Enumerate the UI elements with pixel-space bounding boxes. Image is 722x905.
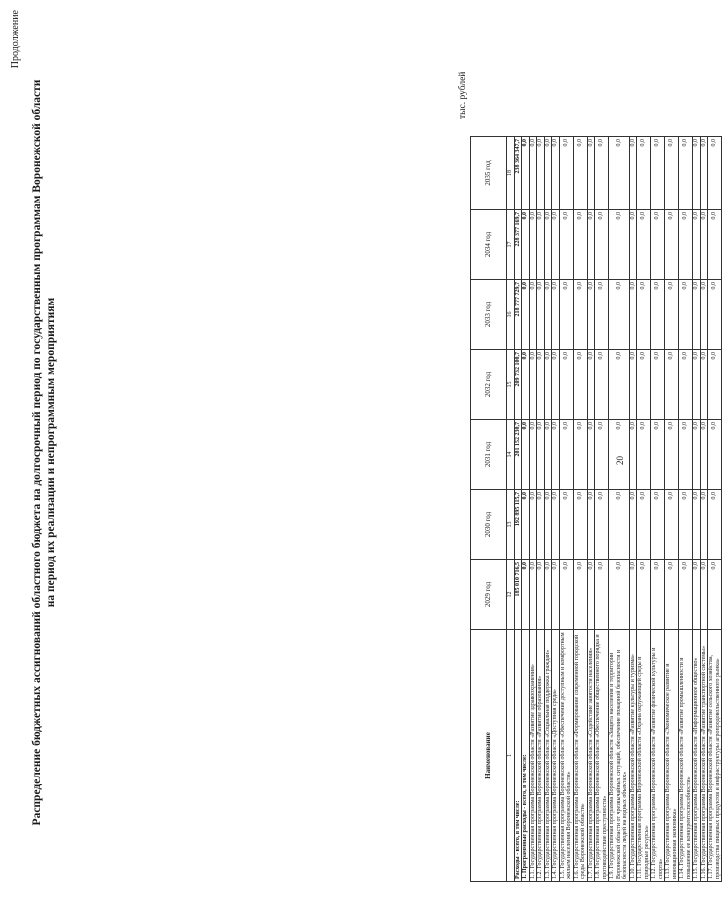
row-value: 0,0 <box>629 350 637 420</box>
column-number: 14 <box>507 420 515 490</box>
row-value: 238 364 347,7 <box>514 137 522 210</box>
table-row <box>529 137 537 882</box>
row-value: 0,0 <box>529 490 537 560</box>
budget-table <box>470 136 722 882</box>
column-number-row <box>507 137 515 882</box>
table-row <box>708 137 722 882</box>
row-value: 0,0 <box>573 420 587 490</box>
row-value: 0,0 <box>537 490 545 560</box>
table-row <box>637 137 651 882</box>
row-value: 0,0 <box>693 560 701 630</box>
row-value: 0,0 <box>651 560 665 630</box>
row-value: 0,0 <box>595 280 609 350</box>
row-value: 0,0 <box>595 420 609 490</box>
row-value: 0,0 <box>637 280 651 350</box>
row-value: 0,0 <box>609 490 630 560</box>
row-value: 0,0 <box>708 137 722 210</box>
column-header: 2032 год <box>471 350 507 420</box>
row-value: 0,0 <box>595 137 609 210</box>
row-value: 0,0 <box>587 350 595 420</box>
page-number: 20 <box>615 456 625 465</box>
row-value: 0,0 <box>573 210 587 280</box>
row-value: 0,0 <box>651 490 665 560</box>
row-name: 1.4. Государственная программа Воронежской области «Доступная среда» <box>552 630 560 882</box>
table-row <box>595 137 609 882</box>
row-value: 0,0 <box>529 137 537 210</box>
row-value: 0,0 <box>693 490 701 560</box>
row-value: 0,0 <box>665 137 679 210</box>
row-value: 0,0 <box>700 137 708 210</box>
row-value: 0,0 <box>522 420 530 490</box>
table-row <box>609 137 630 882</box>
row-value: 0,0 <box>522 490 530 560</box>
table-row <box>679 137 693 882</box>
row-value: 0,0 <box>679 210 693 280</box>
row-value: 209 732 100,7 <box>514 350 522 420</box>
row-name: 1.14. Государственная программа Воронежской области «Развитие промышленности и повышение ее конкурентоспособности» <box>679 630 693 882</box>
table-row <box>514 137 522 882</box>
row-name: 1.12. Государственная программа Воронежской области «Развитие физической культуры и спорта» <box>651 630 665 882</box>
row-value: 185 010 716,5 <box>514 560 522 630</box>
table-row <box>559 137 573 882</box>
row-value: 0,0 <box>552 350 560 420</box>
title-line: Распределение бюджетных ассигнований областного бюджета на долгосрочный период по государственным программам Воронежской области <box>31 79 43 826</box>
row-value: 0,0 <box>651 137 665 210</box>
row-value: 0,0 <box>537 280 545 350</box>
column-number: 17 <box>507 210 515 280</box>
row-value: 0,0 <box>595 210 609 280</box>
row-name: 1.7. Государственная программа Воронежской области «Содействие занятости населения» <box>587 630 595 882</box>
row-value: 0,0 <box>629 210 637 280</box>
row-value: 0,0 <box>587 490 595 560</box>
row-value: 0,0 <box>544 350 552 420</box>
row-value: 201 152 230,7 <box>514 420 522 490</box>
column-header: 2034 год <box>471 210 507 280</box>
row-value: 0,0 <box>559 137 573 210</box>
row-value: 0,0 <box>609 210 630 280</box>
row-value: 0,0 <box>573 490 587 560</box>
row-value: 0,0 <box>537 420 545 490</box>
document-title <box>30 0 58 905</box>
row-value: 0,0 <box>700 420 708 490</box>
row-value: 0,0 <box>693 210 701 280</box>
row-value: 0,0 <box>708 420 722 490</box>
row-value: 0,0 <box>693 420 701 490</box>
row-value: 0,0 <box>529 210 537 280</box>
row-value: 0,0 <box>629 137 637 210</box>
row-value: 0,0 <box>552 560 560 630</box>
row-value: 0,0 <box>559 210 573 280</box>
row-value: 0,0 <box>573 350 587 420</box>
row-value: 0,0 <box>544 490 552 560</box>
row-value: 0,0 <box>693 350 701 420</box>
table-row <box>665 137 679 882</box>
table-row <box>552 137 560 882</box>
row-value: 0,0 <box>573 560 587 630</box>
row-value: 0,0 <box>559 350 573 420</box>
row-value: 0,0 <box>544 560 552 630</box>
row-value: 0,0 <box>559 280 573 350</box>
table-row <box>700 137 708 882</box>
row-value: 0,0 <box>587 420 595 490</box>
row-name: 1.8. Государственная программа Воронежской области «Обеспечение общественного порядка и противодействие преступности» <box>595 630 609 882</box>
row-value: 0,0 <box>595 560 609 630</box>
row-value: 0,0 <box>629 560 637 630</box>
column-header: 2035 год <box>471 137 507 210</box>
row-value: 0,0 <box>637 210 651 280</box>
row-value: 0,0 <box>708 490 722 560</box>
column-header: Наименование <box>471 630 507 882</box>
row-value: 0,0 <box>665 350 679 420</box>
row-value: 0,0 <box>700 560 708 630</box>
row-value: 0,0 <box>665 210 679 280</box>
row-value: 0,0 <box>665 560 679 630</box>
row-name: 1.6. Государственная программа Воронежской области «Формирование современной городской среды Воронежской области» <box>573 630 587 882</box>
row-value: 0,0 <box>573 280 587 350</box>
row-value: 0,0 <box>637 350 651 420</box>
row-value: 0,0 <box>651 210 665 280</box>
row-value: 0,0 <box>700 280 708 350</box>
unit-label: тыс. рублей <box>458 71 468 119</box>
row-value: 0,0 <box>679 560 693 630</box>
row-value: 0,0 <box>629 490 637 560</box>
row-value: 0,0 <box>544 420 552 490</box>
row-value: 0,0 <box>544 137 552 210</box>
row-value: 0,0 <box>544 210 552 280</box>
table-row <box>544 137 552 882</box>
row-value: 0,0 <box>651 420 665 490</box>
column-header: 2029 год <box>471 560 507 630</box>
row-name: 1.16. Государственная программа Воронежской области «Развитие транспортной системы» <box>700 630 708 882</box>
table-row <box>537 137 545 882</box>
row-value: 0,0 <box>537 350 545 420</box>
row-value: 0,0 <box>700 490 708 560</box>
row-value: 0,0 <box>529 350 537 420</box>
column-number: 1 <box>507 630 515 882</box>
column-header: 2033 год <box>471 280 507 350</box>
row-value: 0,0 <box>637 490 651 560</box>
column-header: 2031 год <box>471 420 507 490</box>
column-number: 18 <box>507 137 515 210</box>
row-value: 0,0 <box>559 490 573 560</box>
row-value: 0,0 <box>537 210 545 280</box>
row-name: 1.11. Государственная программа Воронежской области «Охрана окружающей среды и природные ресурсы» <box>637 630 651 882</box>
row-value: 0,0 <box>552 210 560 280</box>
row-value: 0,0 <box>552 490 560 560</box>
row-value: 0,0 <box>522 280 530 350</box>
column-number: 13 <box>507 490 515 560</box>
row-value: 0,0 <box>693 280 701 350</box>
row-value: 0,0 <box>587 560 595 630</box>
row-value: 0,0 <box>665 280 679 350</box>
row-value: 0,0 <box>708 210 722 280</box>
row-value: 0,0 <box>637 560 651 630</box>
row-value: 0,0 <box>651 280 665 350</box>
row-value: 0,0 <box>693 137 701 210</box>
row-value: 0,0 <box>665 490 679 560</box>
column-number: 15 <box>507 350 515 420</box>
column-number: 12 <box>507 560 515 630</box>
row-value: 0,0 <box>629 420 637 490</box>
row-value: 0,0 <box>609 560 630 630</box>
row-value: 0,0 <box>637 420 651 490</box>
row-value: 0,0 <box>595 490 609 560</box>
table-row <box>693 137 701 882</box>
table-header-row <box>471 137 507 882</box>
continuation-label: Продолжение <box>10 10 21 69</box>
row-value: 0,0 <box>573 137 587 210</box>
row-name: 1.3. Государственная программа Воронежской области «Социальная поддержка граждан» <box>544 630 552 882</box>
row-value: 0,0 <box>595 350 609 420</box>
table-row <box>651 137 665 882</box>
row-name: 1.13. Государственная программа Воронежской области «Экономическое развитие и инновационная экономика» <box>665 630 679 882</box>
row-value: 0,0 <box>529 560 537 630</box>
row-value: 0,0 <box>529 280 537 350</box>
row-value: 0,0 <box>587 280 595 350</box>
row-value: 0,0 <box>679 350 693 420</box>
row-value: 0,0 <box>637 137 651 210</box>
row-value: 0,0 <box>679 420 693 490</box>
row-value: 0,0 <box>708 280 722 350</box>
row-value: 0,0 <box>679 280 693 350</box>
row-value: 0,0 <box>700 350 708 420</box>
row-name: 1.15. Государственная программа Воронежской области «Информационное общество» <box>693 630 701 882</box>
row-value: 0,0 <box>679 490 693 560</box>
table-body <box>514 137 722 882</box>
row-value: 0,0 <box>522 350 530 420</box>
row-value: 0,0 <box>544 280 552 350</box>
column-header: 2030 год <box>471 490 507 560</box>
row-value: 0,0 <box>609 350 630 420</box>
row-name: 1.5. Государственная программа Воронежской области «Обеспечение доступным и комфортным жильем населения Воронежской области» <box>559 630 573 882</box>
table-row <box>629 137 637 882</box>
row-value: 0,0 <box>522 210 530 280</box>
row-value: 218 777 729,7 <box>514 280 522 350</box>
row-value: 0,0 <box>629 280 637 350</box>
table-row <box>573 137 587 882</box>
row-name: 1.9. Государственная программа Воронежской области «Защита населения и территории Воронежской области от чрезвычайных ситуаций, обеспечение пожарной безопасности и безопасности людей на водных объектах» <box>609 630 630 882</box>
table-row <box>522 137 530 882</box>
row-name: 1.1. Государственная программа Воронежской области «Развитие здравоохранения» <box>529 630 537 882</box>
row-value: 0,0 <box>679 137 693 210</box>
row-value: 0,0 <box>651 350 665 420</box>
row-value: 0,0 <box>708 350 722 420</box>
row-value: 0,0 <box>665 420 679 490</box>
row-value: 0,0 <box>537 137 545 210</box>
row-value: 228 377 169,7 <box>514 210 522 280</box>
row-name: 1.2. Государственная программа Воронежской области «Развитие образования» <box>537 630 545 882</box>
row-name: 1.10. Государственная программа Воронежской области «Развитие культуры и туризма» <box>629 630 637 882</box>
row-value: 0,0 <box>587 137 595 210</box>
row-value: 0,0 <box>609 420 630 490</box>
row-value: 0,0 <box>587 210 595 280</box>
row-value: 0,0 <box>522 137 530 210</box>
row-value: 192 895 115,7 <box>514 490 522 560</box>
row-name: 1.17. Государственная программа Воронежской области «Развитие сельского хозяйства, производства пищевых продуктов и инфраструктуры агропродовольственного рынка» <box>708 630 722 882</box>
row-value: 0,0 <box>609 280 630 350</box>
row-value: 0,0 <box>552 280 560 350</box>
row-value: 0,0 <box>552 420 560 490</box>
row-name: 1. Программные расходы - всего, в том числе: <box>522 630 530 882</box>
row-value: 0,0 <box>708 560 722 630</box>
row-value: 0,0 <box>609 137 630 210</box>
table-row <box>587 137 595 882</box>
row-value: 0,0 <box>559 560 573 630</box>
row-value: 0,0 <box>700 210 708 280</box>
row-value: 0,0 <box>559 420 573 490</box>
row-value: 0,0 <box>522 560 530 630</box>
row-value: 0,0 <box>529 420 537 490</box>
row-value: 0,0 <box>537 560 545 630</box>
column-number: 16 <box>507 280 515 350</box>
row-value: 0,0 <box>552 137 560 210</box>
title-line: на период их реализации и непрограммным мероприятиям <box>45 297 57 608</box>
row-name: Расходы - всего, в том числе: <box>514 630 522 882</box>
